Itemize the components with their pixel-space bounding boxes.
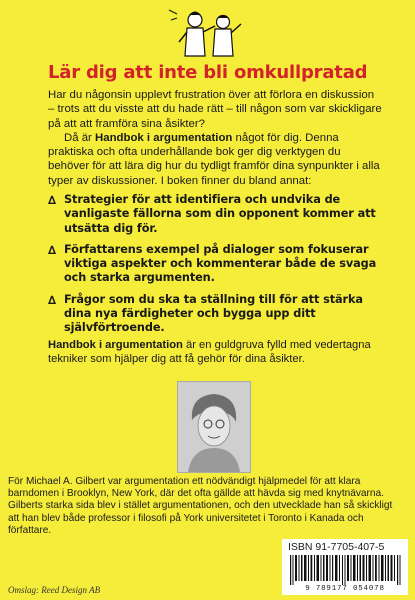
barcode-panel [282, 539, 408, 595]
bullet-item [48, 243, 378, 286]
triangle-icon: ∆ [48, 292, 57, 307]
book-title-closing: Handbok i argumentation [48, 339, 183, 351]
author-bio: För Michael A. Gilbert var argumentation ett nödvändigt hjälpmedel för att klara barndomen i Brooklyn, New York, där det ofta gällde att hävda sig med knytnävarna. Gilberts starka sida blev i stället argumentationen, och den utvecklade han så skickligt att han blev både professor i filosofi på York universitetet i Toronto i Kanada och författare. [8, 476, 393, 536]
cover-credit: Omslag: Reed Design AB [8, 585, 101, 595]
closing-paragraph [48, 338, 373, 367]
triangle-icon: ∆ [48, 242, 57, 257]
bullet-item [48, 293, 378, 336]
closing-text: är en guldgruva fylld med vedertagna tekniker som hjälper dig att få gehör för dina åsikter. [48, 339, 371, 366]
intro-p2-before: Då är [64, 131, 96, 144]
bullet-text: Frågor som du ska ta ställning till för att stärka dina nya färdigheter och bygga upp ditt självförtroende. [64, 292, 363, 335]
intro-p2-after: något för dig. Denna praktiska och ofta underhållande bok ger dig verktygen du behöver för att lära dig hur du tydligt framför dina synpunkter i alla typer av diskussioner. I boken finner du bland annat: [48, 131, 380, 187]
bullet-text: Författarens exempel på dialoger som fokuserar viktiga aspekter och kommenterar både de svaga och starka argumenten. [64, 242, 377, 285]
isbn-label: ISBN 91-7705-407-5 [288, 541, 385, 553]
book-title-inline: Handbok i argumentation [95, 131, 233, 144]
intro-paragraph-1: Har du någonsin upplevt frustration över att förlora en diskussion – trots att du visste att du hade rätt – till någon som var skickligare på att att framföra sina åsikter? [48, 89, 382, 130]
intro-paragraph-2 [48, 131, 383, 188]
triangle-icon: ∆ [48, 193, 57, 207]
barcode [288, 555, 402, 585]
bullet-text: Strategier för att identifiera och undvika de vanligaste fällorna som din opponent kommer att utsätta dig för. [64, 193, 376, 235]
author-photo [177, 381, 251, 473]
arguing-people-illustration [165, 6, 249, 60]
bullet-item [48, 193, 378, 236]
barcode-number: 9 789177 054078 [305, 585, 385, 593]
bullet-list [48, 193, 378, 343]
headline: Lär dig att inte bli omkullpratad [48, 62, 368, 83]
intro-text [48, 88, 383, 188]
